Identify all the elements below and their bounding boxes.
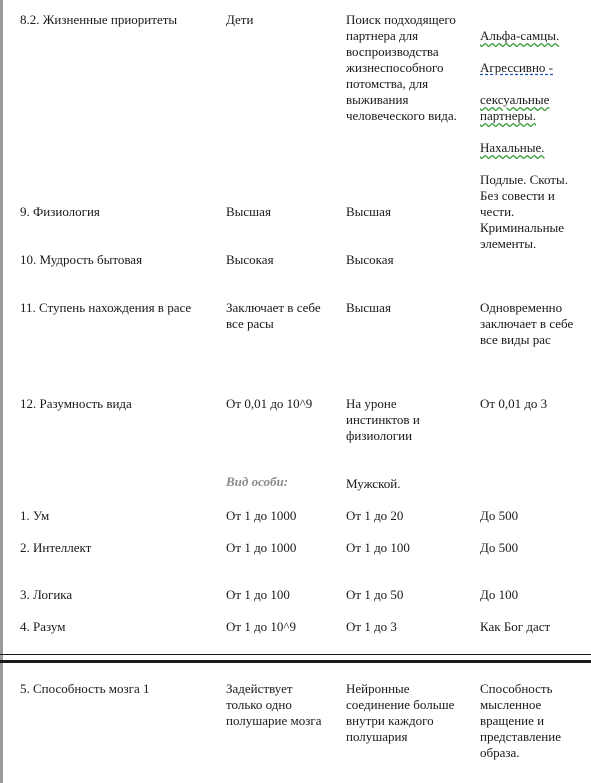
row-label: 11. Ступень нахождения в расе	[20, 300, 192, 315]
row-label: 3. Логика	[20, 587, 73, 602]
row-value-col4: До 100	[480, 587, 519, 602]
row-value-col4: До 500	[480, 540, 519, 555]
col4-line-alpha: Альфа-самцы.	[480, 28, 560, 43]
species-type-label: Вид особи:	[226, 474, 289, 489]
col4-line-sexual: сексуальные партнеры.	[480, 92, 550, 123]
row-value-col2: Задействует только одно полушарие мозга	[226, 681, 322, 728]
row-value-col3: Нейронные соединение больше внутри каждого полушария	[346, 681, 455, 744]
row-value-col3: На уроне инстинктов и физиологии	[346, 396, 420, 443]
row-value-col4: От 0,01 до 3	[480, 396, 548, 411]
row-value-col3: От 1 до 50	[346, 587, 404, 602]
row-value-col2: От 1 до 1000	[226, 540, 297, 555]
row-value-col3: Высшая	[346, 204, 391, 219]
row-value-col3: Поиск подходящего партнера для воспроизводства жизнеспособного потомства, для выживания человеческого вида.	[346, 12, 457, 123]
row-value-col3: От 1 до 20	[346, 508, 404, 523]
row-value-col3: Высшая	[346, 300, 391, 315]
row-value-col4: Как Бог даст	[480, 619, 551, 634]
row-value-col2: Высокая	[226, 252, 274, 267]
row-value-col2: Дети	[226, 12, 254, 27]
row-value-col4: Способность мысленное вращение и представление образа.	[480, 681, 561, 760]
separator-double	[0, 660, 591, 663]
col4-line-rest: Подлые. Скоты. Без совести и чести. Криминальные элементы.	[480, 172, 568, 251]
row-value-col2: От 0,01 до 10^9	[226, 396, 313, 411]
row-label: 8.2. Жизненные приоритеты	[20, 12, 178, 27]
row-value-col2: Высшая	[226, 204, 271, 219]
col4-line-naglye: Нахальные.	[480, 140, 545, 155]
row-label: 12. Разумность вида	[20, 396, 132, 411]
col4-line-aggressive	[480, 60, 553, 75]
row-value-col4: Одновременно заключает в себе все виды рас	[480, 300, 574, 347]
row-label: 1. Ум	[20, 508, 50, 523]
row-label: 2. Интеллект	[20, 540, 92, 555]
row-value-col2: От 1 до 100	[226, 587, 290, 602]
row-value-col4: До 500	[480, 508, 519, 523]
row-label: 5. Способность мозга 1	[20, 681, 150, 696]
separator-top	[0, 654, 591, 655]
row-value-col3: Высокая	[346, 252, 394, 267]
row-value-col2: От 1 до 1000	[226, 508, 297, 523]
row-value-col3: От 1 до 3	[346, 619, 397, 634]
species-type-value: Мужской.	[346, 476, 401, 491]
row-label: 4. Разум	[20, 619, 66, 634]
page-left-edge	[0, 0, 3, 783]
row-value-col4-block	[480, 12, 588, 252]
row-value-col2: Заключает в себе все расы	[226, 300, 321, 331]
row-value-col2: От 1 до 10^9	[226, 619, 297, 634]
row-label: 10. Мудрость бытовая	[20, 252, 143, 267]
row-value-col3: От 1 до 100	[346, 540, 410, 555]
col4-aggressive-text: Агрессивно -	[480, 60, 553, 75]
row-label: 9. Физиология	[20, 204, 100, 219]
